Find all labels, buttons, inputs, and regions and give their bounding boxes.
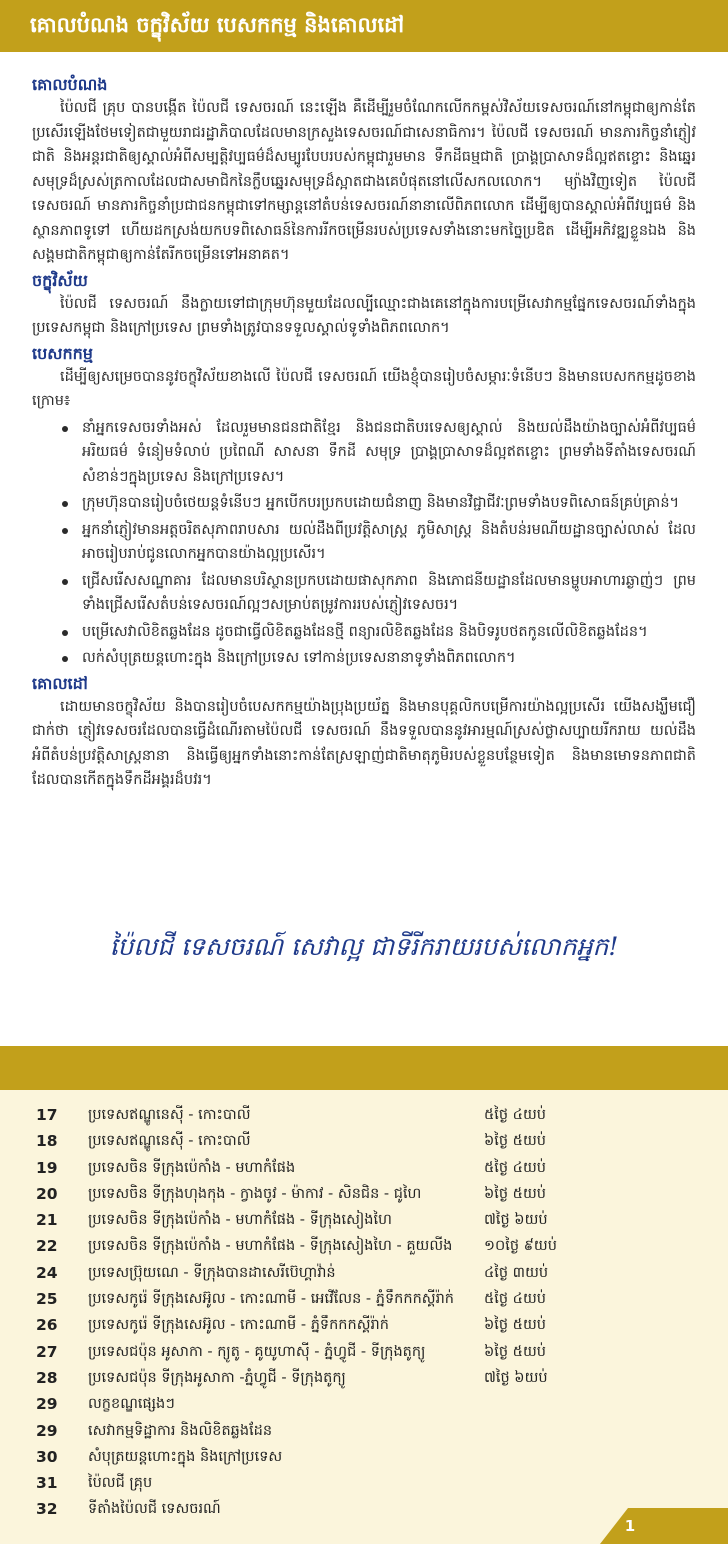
- toc-number: 22: [36, 1237, 58, 1256]
- toc-number: 27: [36, 1342, 58, 1361]
- toc-row[interactable]: [36, 1104, 696, 1130]
- target-paragraph: ដោយមានចក្ខុវិស័យ និងបានរៀបចំបេសកកម្មយ៉ាងប្រុងប្រយ័ត្ន និងមានបុគ្គលិកបម្រើការយ៉ាងល្អប្រសើរ យើងសង្ឃឹមជឿជាក់ថា ភ្ញៀវទេសចរដែលបានធ្វើដំណើរតាមប៉ៃលជី ទេសចរណ៍ នឹងទទួលបាននូវអារម្មណ៍ស្រស់ថ្លាសប្បាយរីករាយ យល់ដឹងអំពីតំបន់ប្រវត្តិសាស្ត្រនានា និងធ្វើឲ្យអ្នកទាំងនោះកាន់តែស្រឡាញ់ជាតិមាតុភូមិរបស់ខ្លួនបន្ថែមទៀត និងមានមោទនភាពជាតិដែលបានកើតក្នុងទឹកដីអង្គរដ៏បវរ។: [32, 698, 696, 788]
- toc-row[interactable]: [36, 1235, 696, 1261]
- toc-number: 25: [36, 1290, 58, 1309]
- mission-list: [32, 416, 696, 671]
- toc-number: 28: [36, 1368, 58, 1387]
- toc-number: 21: [36, 1211, 58, 1230]
- toc-row[interactable]: [36, 1262, 696, 1288]
- toc-row[interactable]: [36, 1393, 696, 1419]
- toc-number: 29: [36, 1395, 58, 1414]
- mission-item: អ្នកនាំភ្ញៀវមានអត្តចរិតសុភាពរាបសារ យល់ដឹងពីប្រវត្តិសាស្ត្រ ភូមិសាស្ត្រ និងតំបន់រមណីយដ្ឋានច្បាស់លាស់ ដែលអាចរៀបរាប់ជូនលោកអ្នកបានយ៉ាងល្អប្រសើរ។: [82, 518, 696, 567]
- toc-row[interactable]: [36, 1209, 696, 1235]
- toc-number: 18: [36, 1132, 58, 1151]
- toc-duration: ៥ថ្ងៃ ៤យប់: [484, 1107, 546, 1123]
- toc-list: [36, 1104, 696, 1525]
- toc-title: ប្រទេសចិន ទីក្រុងប៉េកាំង - មហាកំផែង - ទីក្រុងសៀងហៃ: [88, 1212, 392, 1229]
- toc-row[interactable]: [36, 1420, 696, 1446]
- mission-item: បម្រើសេវាលិខិតឆ្លងដែន ដូចជាធ្វើលិខិតឆ្លងដែនថ្មី ពន្យារលិខិតឆ្លងដែន និងបិទរូបថតកូនលើលិខិតឆ្លងដែន។: [82, 620, 696, 645]
- toc-title: ប្រទេសចិន ទីក្រុងប៉េកាំង - មហាកំផែង: [88, 1159, 296, 1176]
- toc-number: 17: [36, 1106, 58, 1124]
- toc-row[interactable]: [36, 1472, 696, 1498]
- toc-row[interactable]: [36, 1498, 696, 1524]
- toc-title: ប្រទេសឥណ្ឌូនេស៊ី - កោះបាលី: [88, 1107, 251, 1123]
- toc-number: 26: [36, 1316, 58, 1335]
- page-title: គោលបំណង ចក្ខុវិស័យ បេសកកម្ម និងគោលដៅ: [30, 13, 405, 37]
- toc-row[interactable]: [36, 1367, 696, 1393]
- slogan: ប៉ៃលជី ទេសចរណ៍ សេវាល្អ ជាទីរីករាយរបស់លោកអ្នក!: [109, 932, 619, 961]
- toc-title: ប្រទេសប៊្រុយណេ - ទីក្រុងបានដាសេរីប៊េហ្គាវ៉ាន់: [88, 1264, 336, 1281]
- header-bar: [0, 0, 728, 52]
- toc-title: ប៉ៃលជី គ្រុប: [88, 1475, 153, 1492]
- toc-title: ទីតាំងប៉ៃលជី ទេសចរណ៍: [88, 1501, 221, 1518]
- toc-row[interactable]: [36, 1341, 696, 1367]
- toc-title: ប្រទេសចិន ទីក្រុងប៉េកាំង - មហាកំផែង - ទីក្រុងសៀងហៃ - គួយលីង: [88, 1238, 453, 1255]
- toc-duration: ៤ថ្ងៃ ៣យប់: [484, 1264, 549, 1281]
- toc-number: 20: [36, 1184, 58, 1203]
- toc-number: 31: [36, 1474, 58, 1493]
- toc-row[interactable]: [36, 1288, 696, 1314]
- toc-number: 19: [36, 1158, 58, 1177]
- toc-title: ប្រទេសជប៉ុន អូសាកា - ក្យូតូ - គូយូហាស៊ី - ភ្នំហ្វូជី - ទីក្រុងតូក្យូ: [88, 1343, 426, 1360]
- toc-row[interactable]: [36, 1183, 696, 1209]
- toc-number: 29: [36, 1421, 58, 1440]
- toc-number: 24: [36, 1263, 58, 1282]
- toc-duration: ១០ថ្ងៃ ៩យប់: [484, 1238, 557, 1255]
- mission-item: ជ្រើសរើសសណ្ឋាគារ ដែលមានបរិស្ថានប្រកបដោយផាសុកភាព និងភោជនីយដ្ឋានដែលមានម្ហូបអាហារឆ្ងាញ់ៗ ព្រមទាំងជ្រើសរើសតំបន់ទេសចរណ៍ល្អៗសម្រាប់តម្រូវការរបស់ភ្ញៀវទេសចរ។: [82, 569, 696, 618]
- toc-duration: ៧ថ្ងៃ ៦យប់: [484, 1212, 548, 1229]
- toc-row[interactable]: [36, 1314, 696, 1340]
- content-area: [32, 74, 696, 795]
- toc-row[interactable]: [36, 1130, 696, 1156]
- mission-item: លក់សំបុត្រយន្តហោះក្នុង និងក្រៅប្រទេស ទៅកាន់ប្រទេសនានាទូទាំងពិភពលោក។: [82, 646, 696, 671]
- toc-duration: ៧ថ្ងៃ ៦យប់: [484, 1369, 548, 1386]
- page-number: 1: [624, 1517, 636, 1535]
- toc-title: ប្រទេសកូរ៉េ ទីក្រុងសេអ៊ូល - កោះណាមី - ភ្នំទឹកកកស្គីរ៉ាក់: [88, 1317, 389, 1334]
- toc-row[interactable]: [36, 1446, 696, 1472]
- toc-title: ប្រទេសជប៉ុន ទីក្រុងអូសាកា -ភ្នំហ្វូជី - ទីក្រុងតូក្យូ: [88, 1369, 346, 1386]
- toc-title: ប្រទេសកូរ៉េ ទីក្រុងសេអ៊ូល - កោះណាមី - អេវើលែន - ភ្នំទឹកកកស្គីរ៉ាក់: [88, 1291, 454, 1308]
- toc-duration: ៦ថ្ងៃ ៥យប់: [484, 1185, 546, 1202]
- toc-number: 32: [36, 1500, 58, 1519]
- mission-intro: ដើម្បីឲ្យសម្រេចបាននូវចក្ខុវិស័យខាងលើ ប៉ៃលជី ទេសចរណ៍ យើងខ្ញុំបានរៀបចំសម្ភារៈទំនើបៗ និងមានបេសកកម្មដូចខាងក្រោម៖: [32, 368, 696, 409]
- goal-heading: គោលបំណង: [32, 75, 108, 94]
- mission-heading: បេសកកម្ម: [32, 343, 93, 363]
- toc-duration: ៥ថ្ងៃ ៤យប់: [484, 1159, 546, 1176]
- toc-duration: ៦ថ្ងៃ ៥យប់: [484, 1133, 546, 1150]
- toc-number: 30: [36, 1447, 58, 1466]
- toc-title: សំបុត្រយន្តហោះក្នុង និងក្រៅប្រទេស: [88, 1448, 283, 1465]
- target-heading: គោលដៅ: [32, 673, 88, 693]
- toc-duration: ៦ថ្ងៃ ៥យប់: [484, 1317, 546, 1334]
- table-of-contents: [0, 1090, 728, 1544]
- vision-paragraph: ប៉ៃលជី ទេសចរណ៍ នឹងក្លាយទៅជាក្រុមហ៊ុនមួយដែលល្បីឈ្មោះជាងគេនៅក្នុងការបម្រើសេវាកម្មផ្នែកទេសចរណ៍ទាំងក្នុងប្រទេសកម្ពុជា និងក្រៅប្រទេស ព្រមទាំងត្រូវបានទទួលស្គាល់ទូទាំងពិភពលោក។: [32, 295, 696, 336]
- toc-title: ប្រទេសឥណ្ឌូនេស៊ី - កោះបាលី: [88, 1133, 251, 1150]
- toc-title: លក្ខខណ្ឌផ្សេងៗ: [88, 1396, 175, 1413]
- toc-title: សេវាកម្មទិដ្ឋាការ និងលិខិតឆ្លងដែន: [88, 1422, 273, 1439]
- toc-title: ប្រទេសចិន ទីក្រុងហុងកុង - ក្វាងចូវ - ម៉ាកាវ - សិនជិន - ជូហៃ: [88, 1185, 422, 1202]
- toc-band: [0, 1046, 728, 1090]
- toc-row[interactable]: [36, 1157, 696, 1183]
- mission-item: ក្រុមហ៊ុនបានរៀបចំថេយន្តទំនើបៗ អ្នកបើកបរប្រកបដោយជំនាញ និងមានវិជ្ជាជីវៈព្រមទាំងបទពិសោធន៍គ្រប់គ្រាន់។: [82, 491, 696, 516]
- vision-heading: ចក្ខុវិស័យ: [32, 270, 88, 290]
- toc-duration: ៦ថ្ងៃ ៥យប់: [484, 1343, 546, 1360]
- mission-item: នាំអ្នកទេសចរទាំងអស់ ដែលរួមមានជនជាតិខ្មែរ និងជនជាតិបរទេសឲ្យស្គាល់ និងយល់ដឹងយ៉ាងច្បាស់អំពីវប្បធម៌ អរិយធម៌ ទំនៀមទំលាប់ ប្រពៃណី សាសនា ទឹកដី សមុទ្រ ប្រាង្គប្រាសាទដ៏ល្អឥតខ្ចោះ ព្រមទាំងទីតាំងទេសចរណ៍សំខាន់ៗក្នុងប្រទេស និងក្រៅប្រទេស។: [82, 416, 696, 490]
- goal-paragraph: ប៉ៃលជី គ្រុប បានបង្កើត ប៉ៃលជី ទេសចរណ៍ នេះឡើង គឺដើម្បីរួមចំណែកលើកកម្ពស់វិស័យទេសចរណ៍នៅកម្ពុជាឲ្យកាន់តែប្រសើរឡើងថែមទៀតជាមួយរាជរដ្ឋាភិបាលដែលមានក្រសួងទេសចរណ៍ជាសេនាធិការ។ ប៉ៃលជី ទេសចរណ៍ មានភារកិច្ចនាំភ្ញៀវជាតិ និងអន្តរជាតិឲ្យស្គាល់អំពីសម្បត្តិវប្បធម៌ដ៏សម្បូរបែបរបស់កម្ពុជារួមមាន ទឹកដីធម្មជាតិ ប្រាង្គប្រាសាទដ៏ល្អឥតខ្ចោះ និងឆ្នេរសមុទ្រដ៏ស្រស់ត្រកាលដែលជាសមាជិកនៃក្លឹបឆ្នេរសមុទ្រដ៏ស្អាតជាងគេបំផុតនៅលើសកលលោក។ ម្យ៉ាងវិញទៀត ប៉ៃលជី ទេសចរណ៍ មានភារកិច្ចនាំប្រជាជនកម្ពុជាទៅកម្សាន្តនៅតំបន់ទេសចរណ៍នានាលើពិភពលោក ដើម្បីឲ្យបានស្គាល់អំពីវប្បធម៌ និងស្ថានភាពទូទៅ ហើយដកស្រង់យកបទពិសោធន៍នៃការរីកចម្រើនរបស់ប្រទេសទាំងនោះមកច្នៃប្រឌិត ដើម្បីអភិវឌ្ឍខ្លួនឯង និងសង្គមជាតិកម្ពុជាឲ្យកាន់តែរីកចម្រើនទៅអនាគត។: [32, 100, 696, 263]
- toc-duration: ៥ថ្ងៃ ៤យប់: [484, 1291, 546, 1308]
